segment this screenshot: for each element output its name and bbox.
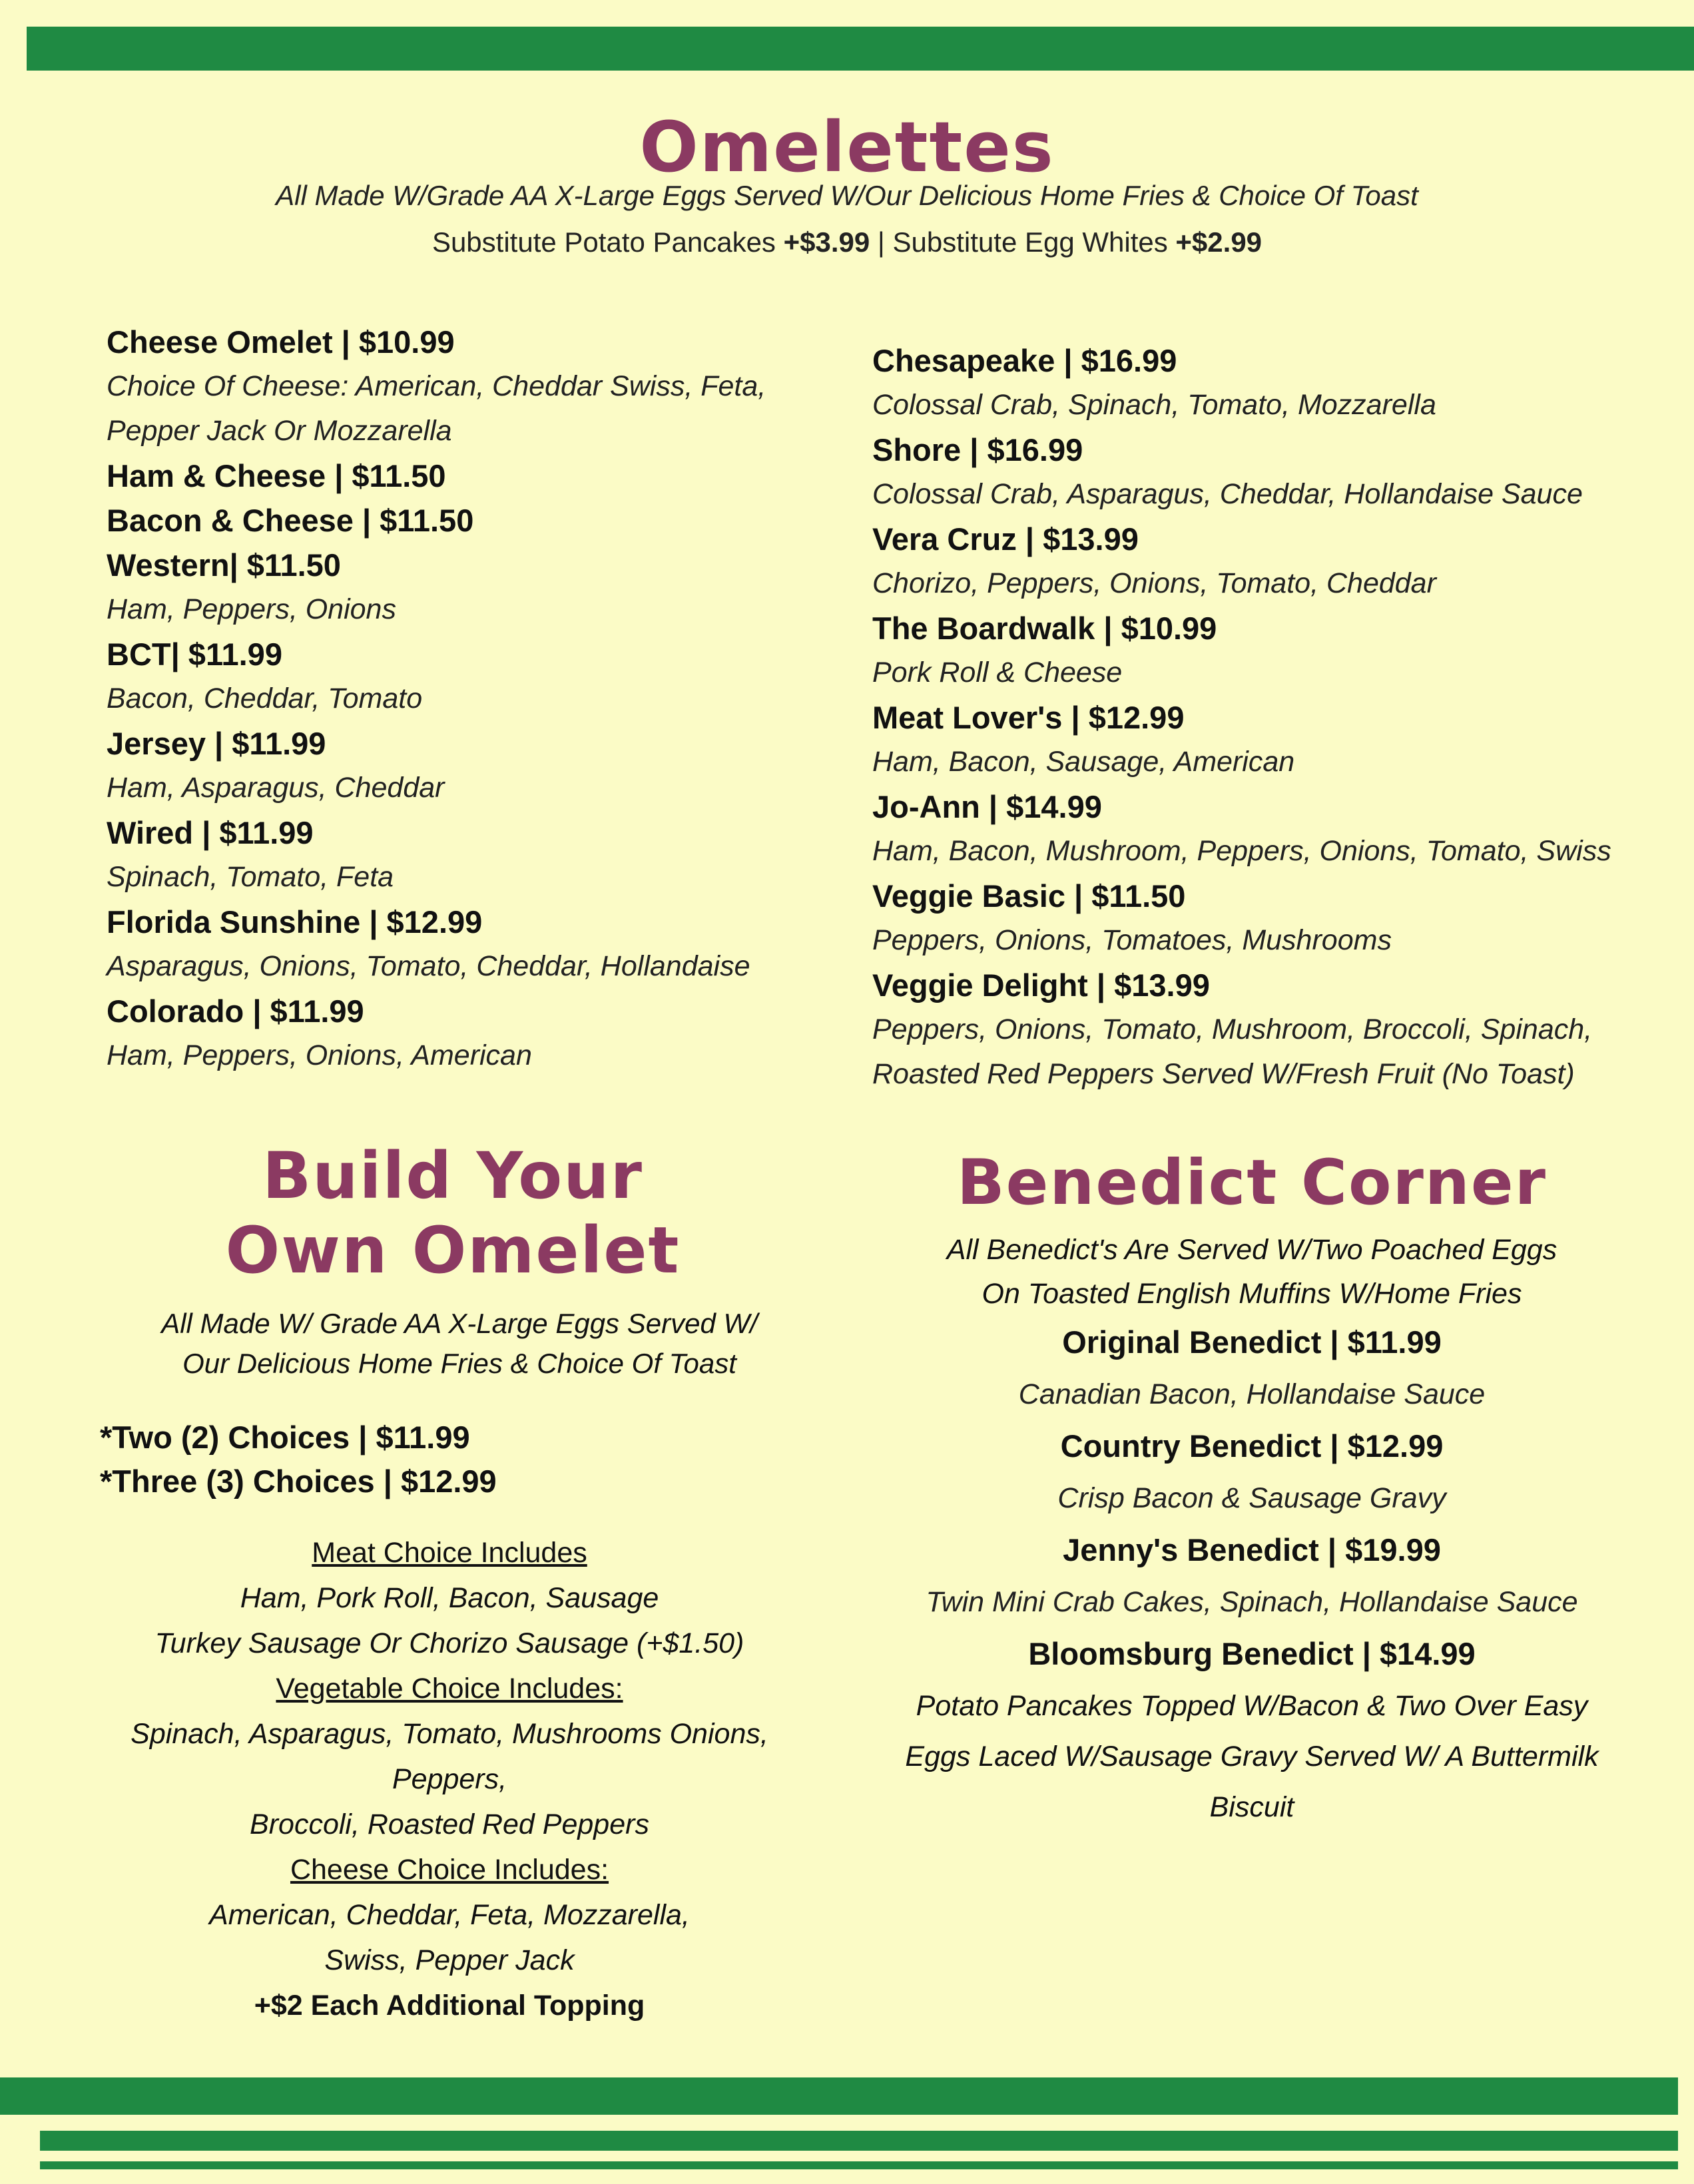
item-name: The Boardwalk | $10.99	[872, 611, 1217, 646]
item-desc: Ham, Peppers, Onions, American	[107, 1039, 532, 1071]
menu-item	[107, 498, 826, 543]
byo-subtitle	[93, 1304, 826, 1384]
byo-price-three: *Three (3) Choices | $12.99	[100, 1464, 497, 1499]
item-name: Veggie Basic | $11.50	[872, 878, 1186, 914]
item-name: Meat Lover's | $12.99	[872, 700, 1185, 735]
veg-line3: Broccoli, Roasted Red Peppers	[250, 1808, 649, 1840]
build-your-own-title	[120, 1139, 786, 1288]
menu-item	[872, 784, 1631, 874]
meat-line1: Ham, Pork Roll, Bacon, Sausage	[240, 1582, 659, 1614]
item-name: Western| $11.50	[107, 547, 341, 583]
item-desc: Twin Mini Crab Cakes, Spinach, Hollandaise Sauce	[926, 1586, 1578, 1618]
menu-item	[107, 810, 826, 900]
bloomsburg-line2: Eggs Laced W/Sausage Gravy Served W/ A Buttermilk	[905, 1741, 1599, 1773]
additional-topping: +$2 Each Additional Topping	[254, 1990, 645, 2022]
item-name: Original Benedict | $11.99	[1062, 1324, 1442, 1360]
menu-item	[107, 453, 826, 498]
substitutions-line	[0, 226, 1694, 258]
meat-heading: Meat Choice Includes	[312, 1537, 587, 1569]
sub-egg-whites-price: +$2.99	[1175, 226, 1263, 258]
item-desc: Asparagus, Onions, Tomato, Cheddar, Hollandaise	[107, 950, 750, 982]
bottom-green-bar-3	[40, 2161, 1678, 2169]
item-name: Jersey | $11.99	[107, 726, 326, 761]
sub-pancakes: Substitute Potato Pancakes	[431, 226, 776, 258]
menu-item	[872, 963, 1631, 1097]
benedict-intro-line2: On Toasted English Muffins W/Home Fries	[982, 1278, 1522, 1310]
bloomsburg-line1: Potato Pancakes Topped W/Bacon & Two Over Easy	[916, 1690, 1588, 1722]
veg-heading: Vegetable Choice Includes:	[276, 1673, 623, 1705]
item-name: Shore | $16.99	[872, 432, 1083, 467]
item-desc: Chorizo, Peppers, Onions, Tomato, Cheddar	[872, 567, 1436, 599]
byo-sub-line2: Our Delicious Home Fries & Choice Of Toast	[182, 1348, 736, 1379]
benedict-block	[879, 1228, 1625, 1832]
item-name: Ham & Cheese | $11.50	[107, 458, 446, 493]
item-desc: Colossal Crab, Spinach, Tomato, Mozzarella	[872, 389, 1436, 421]
bottom-green-bar	[0, 2077, 1678, 2115]
item-desc: Pork Roll & Cheese	[872, 657, 1123, 688]
veg-line2: Peppers,	[392, 1763, 507, 1795]
benedict-title: Benedict Corner	[957, 1147, 1547, 1219]
item-name: BCT| $11.99	[107, 637, 282, 672]
item-desc: Spinach, Tomato, Feta	[107, 861, 394, 893]
item-name: Chesapeake | $16.99	[872, 343, 1177, 378]
bloomsburg-line3: Biscuit	[1209, 1791, 1294, 1823]
byo-sub-line1: All Made W/ Grade AA X-Large Eggs Served W/	[161, 1308, 758, 1339]
item-desc: Peppers, Onions, Tomato, Mushroom, Broccoli, Spinach, Roasted Red Peppers Served W/Fresh Fruit (No Toast)	[872, 1013, 1593, 1090]
bottom-green-bar-2	[40, 2131, 1678, 2151]
sub-pancakes-price: +$3.99	[783, 226, 870, 258]
benedict-intro-line1: All Benedict's Are Served W/Two Poached Eggs	[946, 1234, 1557, 1266]
item-name: Cheese Omelet | $10.99	[107, 324, 455, 360]
menu-item	[107, 320, 826, 453]
byo-title-line1: Build Your	[262, 1139, 643, 1213]
sub-egg-whites: Substitute Egg Whites	[892, 226, 1168, 258]
menu-item	[879, 1420, 1625, 1523]
item-desc: Colossal Crab, Asparagus, Cheddar, Hollandaise Sauce	[872, 478, 1583, 510]
omelettes-right-column	[872, 338, 1631, 1097]
omelettes-title: Omelettes	[639, 107, 1055, 188]
item-name: Florida Sunshine | $12.99	[107, 904, 483, 940]
menu-item	[107, 632, 826, 721]
menu-item	[872, 606, 1631, 695]
menu-item	[872, 874, 1631, 963]
item-name: Bloomsburg Benedict | $14.99	[1028, 1636, 1476, 1671]
item-desc: Crisp Bacon & Sausage Gravy	[1057, 1482, 1446, 1514]
item-name: Vera Cruz | $13.99	[872, 521, 1139, 557]
menu-item	[107, 900, 826, 989]
menu-item	[872, 338, 1631, 427]
menu-item	[107, 721, 826, 810]
byo-choices	[107, 1530, 792, 2028]
item-name: Bacon & Cheese | $11.50	[107, 503, 474, 538]
meat-line2: Turkey Sausage Or Chorizo Sausage (+$1.50)	[154, 1627, 744, 1659]
byo-price-two: *Two (2) Choices | $11.99	[100, 1420, 470, 1455]
top-green-bar	[27, 27, 1694, 71]
item-name: Country Benedict | $12.99	[1060, 1428, 1444, 1464]
byo-title-line2: Own Omelet	[225, 1213, 681, 1288]
item-desc: Peppers, Onions, Tomatoes, Mushrooms	[872, 924, 1392, 956]
menu-item	[879, 1523, 1625, 1627]
item-desc: Ham, Peppers, Onions	[107, 593, 396, 625]
cheese-line1: American, Cheddar, Feta, Mozzarella,	[209, 1899, 690, 1931]
omelettes-subtitle: All Made W/Grade AA X-Large Eggs Served W/Our Delicious Home Fries & Choice Of Toast	[276, 180, 1418, 211]
sub-separator: |	[877, 226, 885, 258]
cheese-heading: Cheese Choice Includes:	[290, 1854, 609, 1886]
item-name: Jo-Ann | $14.99	[872, 789, 1102, 824]
omelettes-left-column	[107, 320, 826, 1078]
menu-item	[107, 543, 826, 632]
menu-item	[107, 989, 826, 1078]
menu-item	[872, 517, 1631, 606]
menu-item	[872, 695, 1631, 784]
veg-line1: Spinach, Asparagus, Tomato, Mushrooms Onions,	[131, 1718, 768, 1750]
item-desc: Ham, Bacon, Mushroom, Peppers, Onions, Tomato, Swiss	[872, 835, 1611, 867]
item-name: Wired | $11.99	[107, 815, 314, 850]
item-name: Colorado | $11.99	[107, 993, 364, 1029]
menu-item	[879, 1627, 1625, 1832]
item-desc: Ham, Bacon, Sausage, American	[872, 746, 1295, 778]
item-desc: Ham, Asparagus, Cheddar	[107, 772, 445, 804]
menu-item	[879, 1316, 1625, 1420]
item-desc: Canadian Bacon, Hollandaise Sauce	[1018, 1378, 1486, 1410]
menu-item	[872, 427, 1631, 517]
cheese-line2: Swiss, Pepper Jack	[324, 1944, 575, 1976]
byo-prices	[100, 1416, 766, 1503]
item-name: Jenny's Benedict | $19.99	[1063, 1532, 1441, 1567]
item-name: Veggie Delight | $13.99	[872, 967, 1210, 1003]
item-desc: Choice Of Cheese: American, Cheddar Swiss, Feta, Pepper Jack Or Mozzarella	[107, 370, 766, 447]
item-desc: Bacon, Cheddar, Tomato	[107, 682, 423, 714]
